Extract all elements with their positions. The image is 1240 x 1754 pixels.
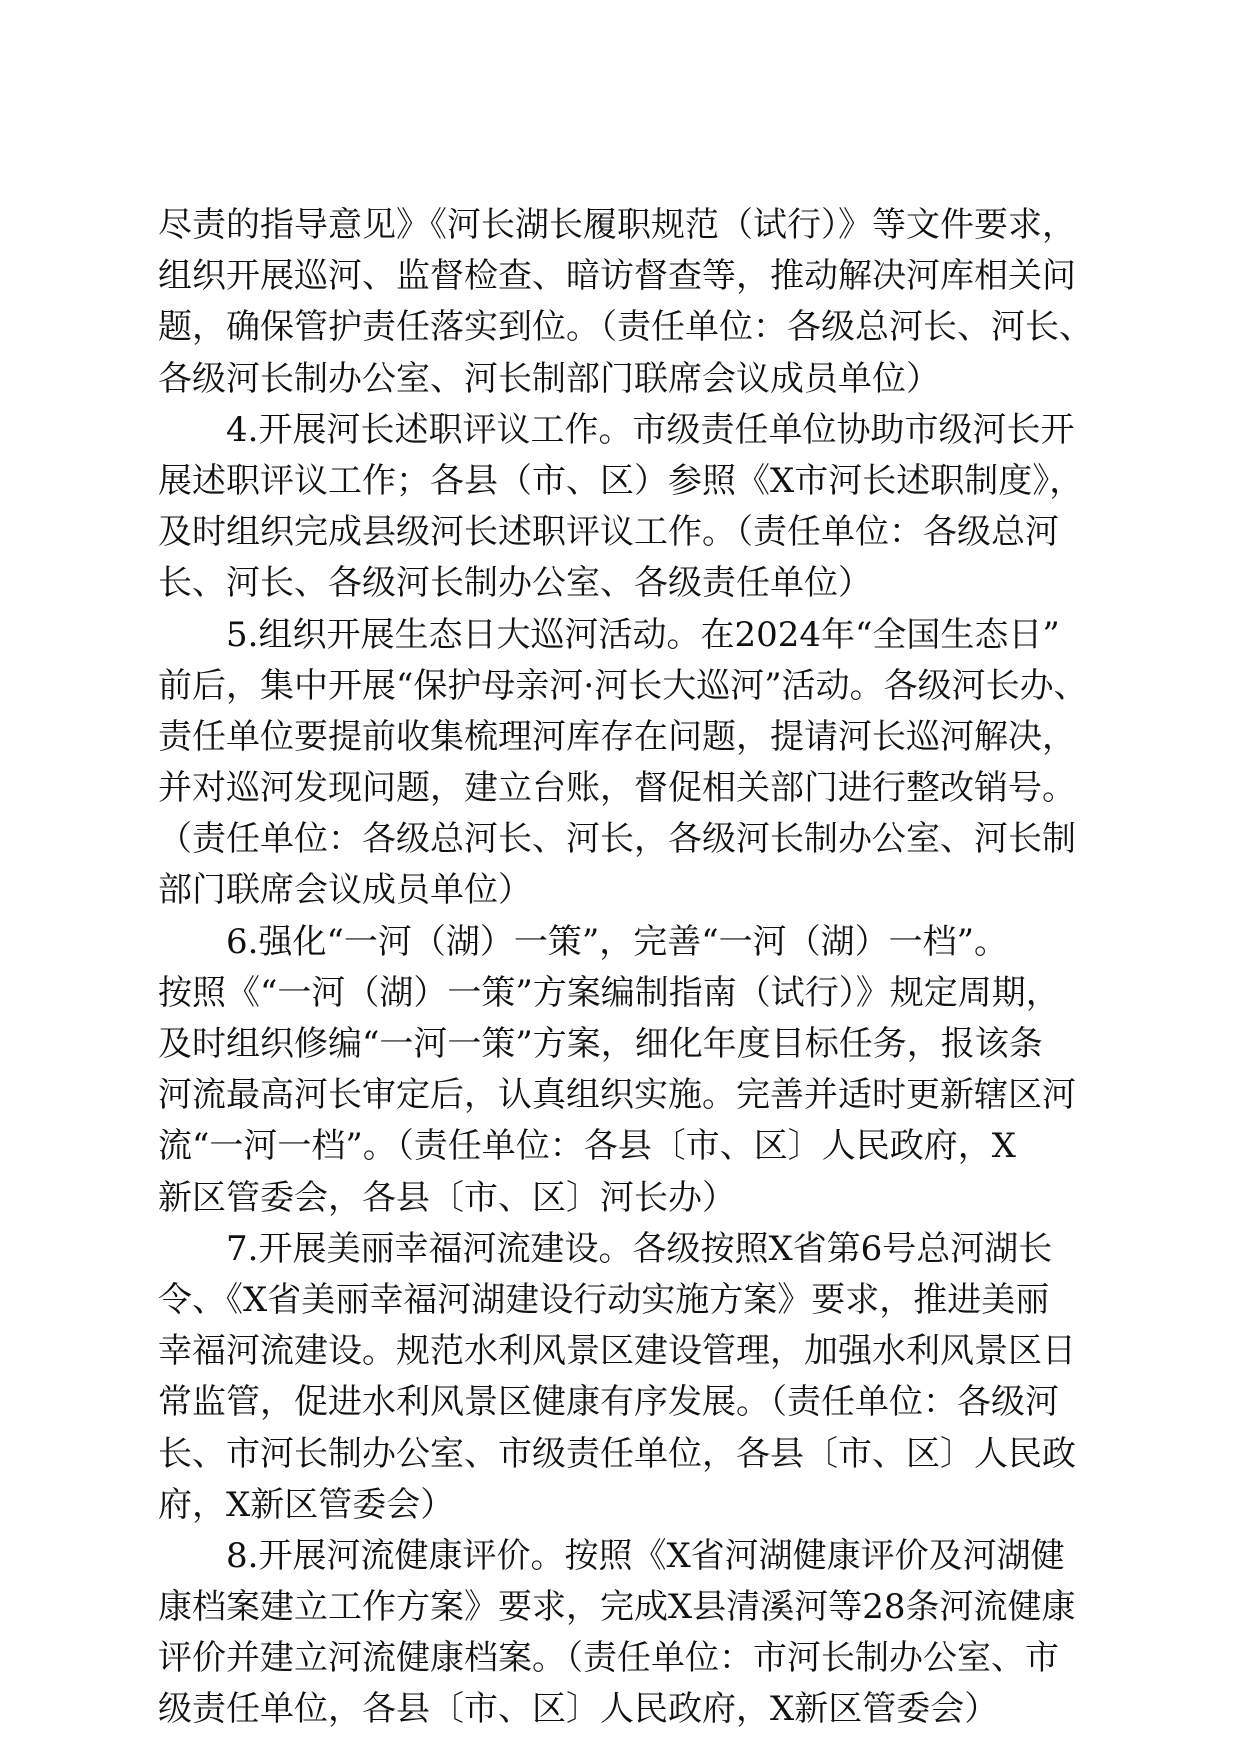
text-line: 评价并建立河流健康档案。（责任单位：市河长制办公室、市 (158, 1638, 1059, 1679)
text-line: 府，X新区管委会） (158, 1484, 455, 1525)
text-line: 河流最高河长审定后，认真组织实施。完善并适时更新辖区河 (158, 1075, 1076, 1116)
text-line: 7.开展美丽幸福河流建设。各级按照X省第6号总河湖长 (226, 1228, 1053, 1269)
text-line: 题，确保管护责任落实到位。（责任单位：各级总河长、河长、 (158, 307, 1093, 348)
text-line: 及时组织完成县级河长述职评议工作。（责任单位：各级总河 (158, 512, 1059, 553)
text-line: 并对巡河发现问题，建立台账，督促相关部门进行整改销号。 (158, 768, 1076, 809)
text-line: 5.组织开展生态日大巡河活动。在2024年“全国生态日” (226, 614, 1060, 655)
text-line: 责任单位要提前收集梳理河库存在问题，提请河长巡河解决， (158, 716, 1076, 757)
text-line: 康档案建立工作方案》要求，完成X县清溪河等28条河流健康 (158, 1587, 1076, 1628)
text-line: 常监管，促进水利风景区健康有序发展。（责任单位：各级河 (158, 1382, 1059, 1423)
text-line: 及时组织修编“一河一策”方案，细化年度目标任务，报该条 (158, 1024, 1043, 1064)
text-line: 级责任单位，各县〔市、区〕人民政府，X新区管委会） (158, 1689, 999, 1730)
text-line: 幸福河流建设。规范水利风景区建设管理，加强水利风景区日 (158, 1331, 1076, 1372)
text-line: （责任单位：各级总河长、河长，各级河长制办公室、河长制 (158, 819, 1076, 860)
text-line: 部门联席会议成员单位） (158, 870, 532, 911)
text-line: 长、河长、各级河长制办公室、各级责任单位） (158, 563, 872, 604)
text-line: 前后，集中开展“保护母亲河·河长大巡河”活动。各级河长办、 (158, 665, 1088, 706)
text-line: 4.开展河长述职评议工作。市级责任单位协助市级河长开 (226, 409, 1075, 450)
text-line: 8.开展河流健康评价。按照《X省河湖健康评价及河湖健 (226, 1535, 1065, 1576)
text-line: 长、市河长制办公室、市级责任单位，各县〔市、区〕人民政 (158, 1433, 1076, 1474)
text-line: 令、《X省美丽幸福河湖建设行动实施方案》要求，推进美丽 (158, 1279, 1050, 1320)
text-line: 展述职评议工作；各县（市、区）参照《X市河长述职制度》， (158, 460, 1084, 501)
text-line: 6.强化“一河（湖）一策”，完善“一河（湖）一档”。 (226, 921, 1008, 962)
document-page (158, 200, 1098, 1736)
text-line: 尽责的指导意见》《河长湖长履职规范（试行）》等文件要求， (158, 205, 1076, 245)
text-line: 新区管委会，各县〔市、区〕河长办） (158, 1177, 736, 1218)
text-line: 流“一河一档”。（责任单位：各县〔市、区〕人民政府，X (158, 1126, 1016, 1167)
text-line: 各级河长制办公室、河长制部门联席会议成员单位） (158, 358, 940, 399)
text-line: 按照《“一河（湖）一策”方案编制指南（试行）》规定周期， (158, 972, 1060, 1013)
text-line: 组织开展巡河、监督检查、暗访督查等，推动解决河库相关问 (158, 256, 1076, 297)
